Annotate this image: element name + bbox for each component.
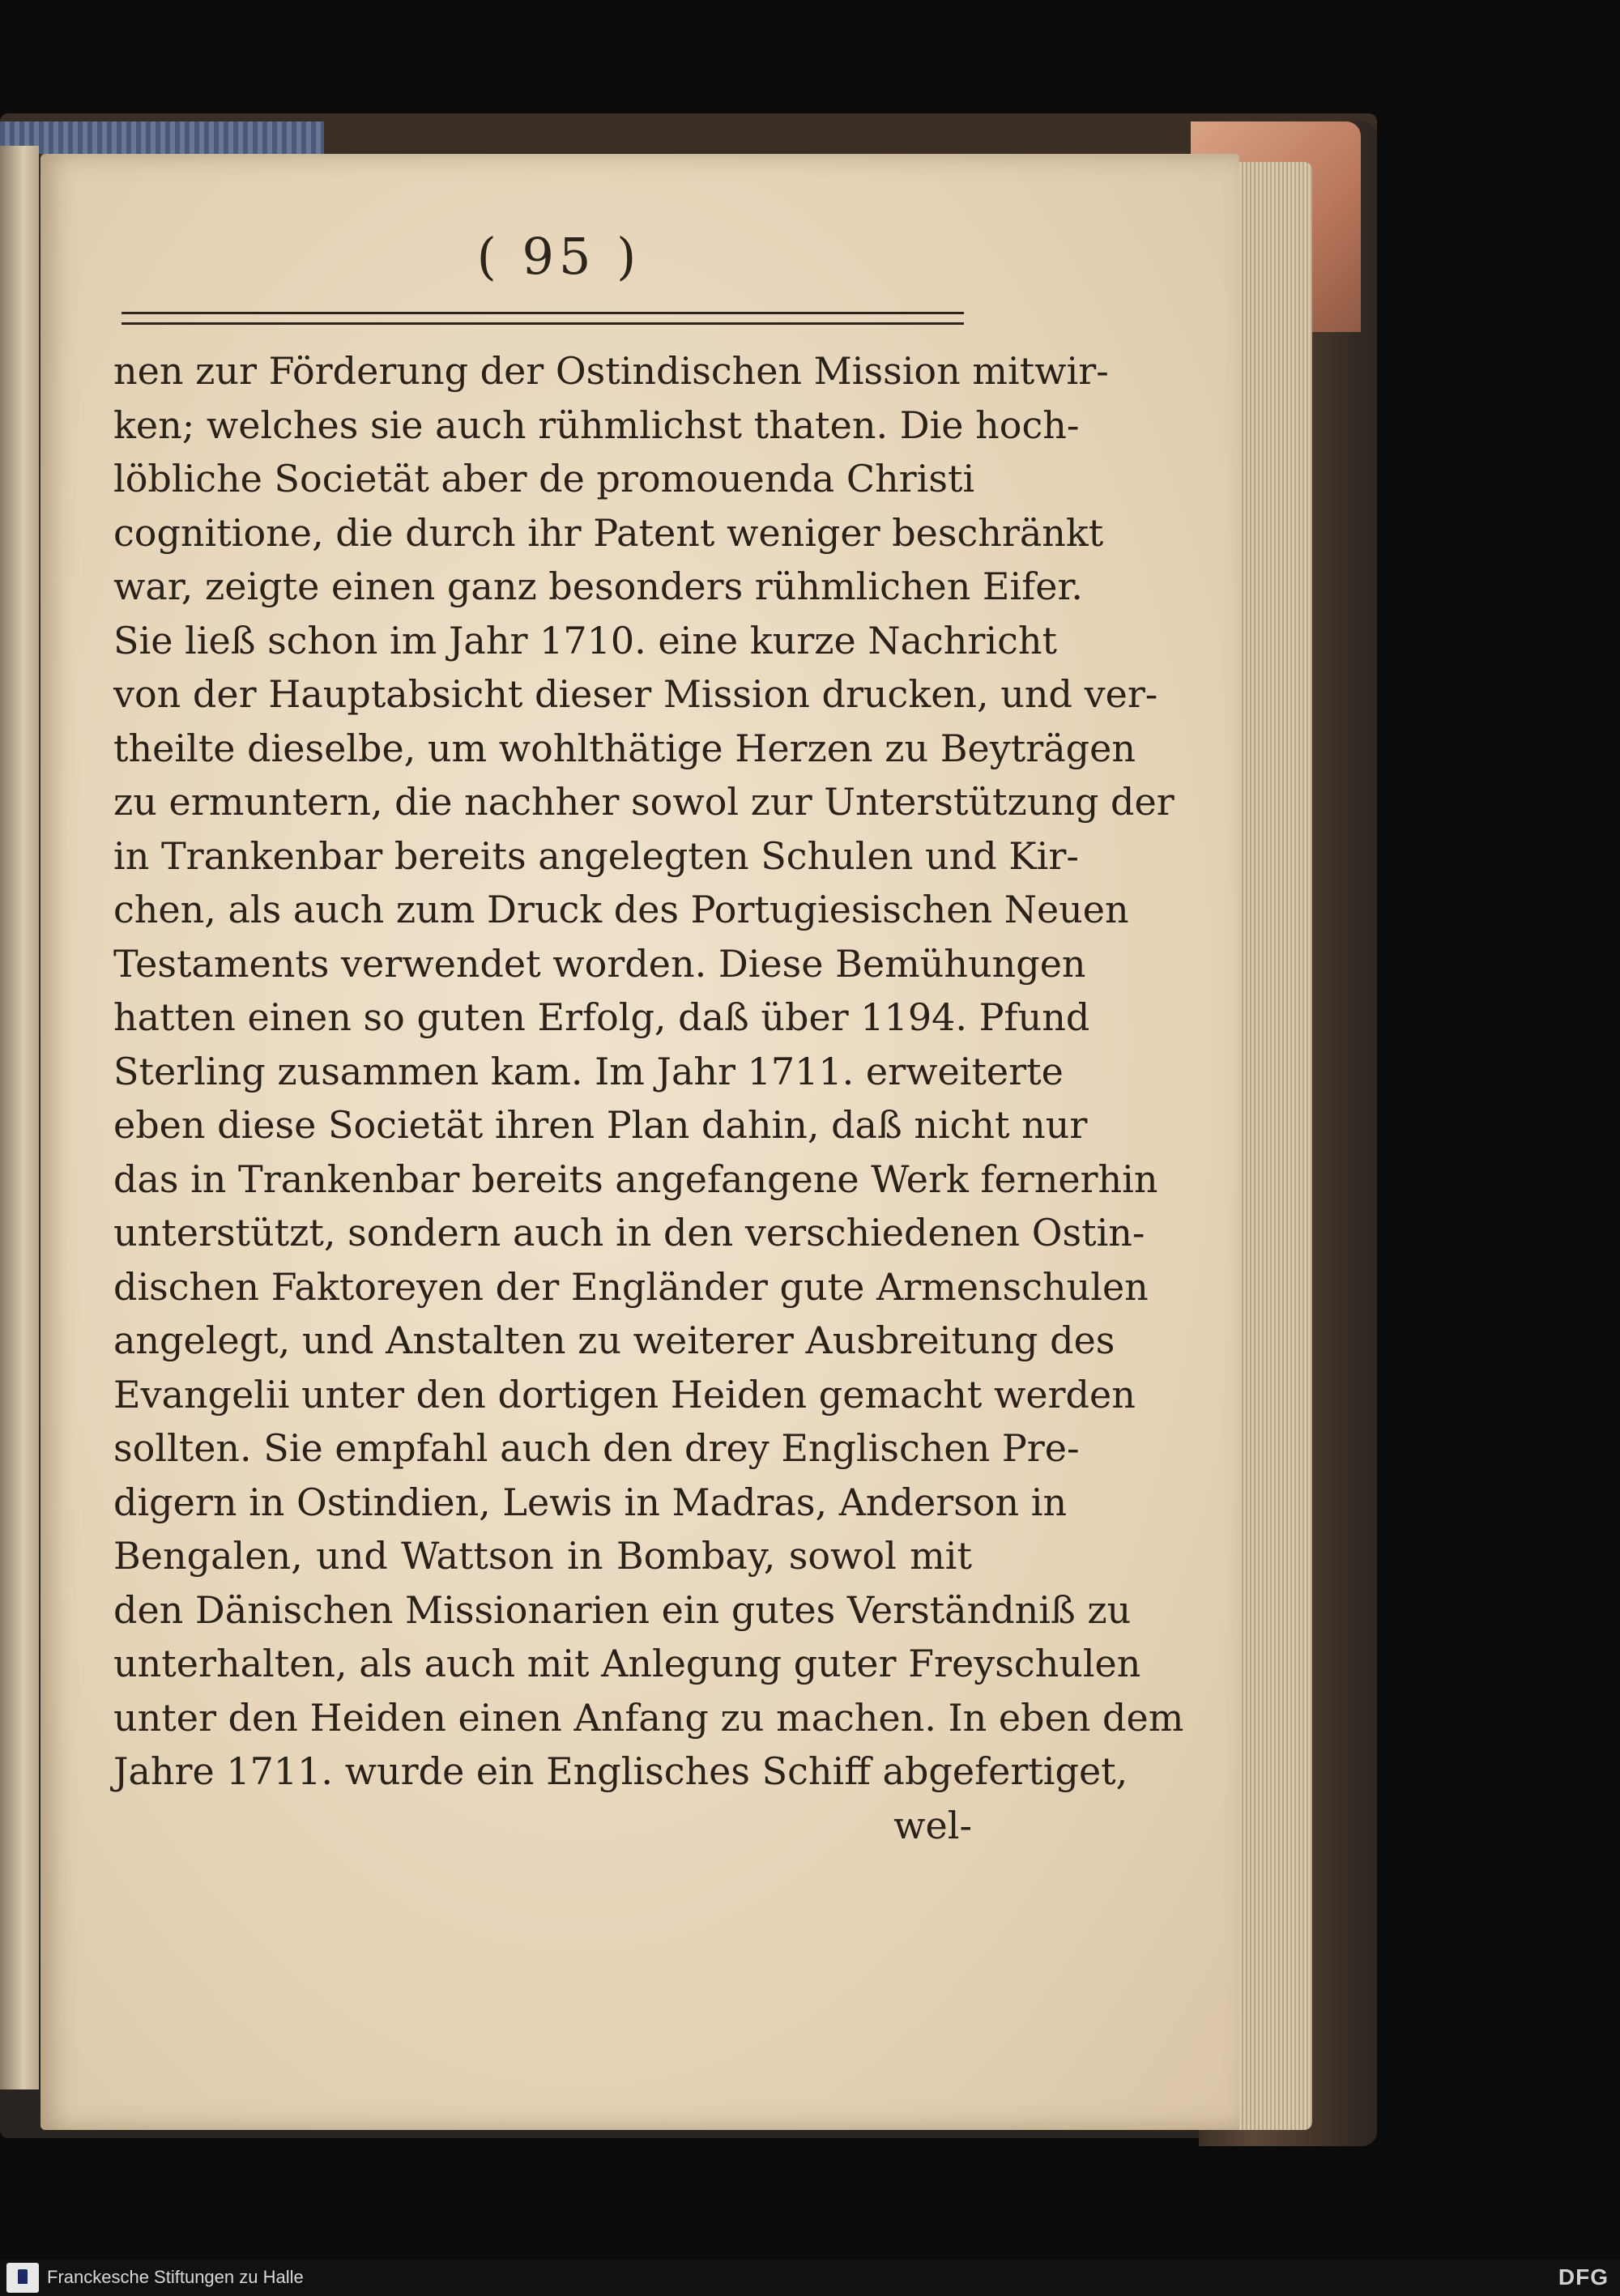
page-number-header: ( 95 ) [476, 227, 642, 286]
text-line: Evangelii unter den dortigen Heiden gemacht werden [113, 1372, 1136, 1416]
text-line: chen, als auch zum Druck des Portugiesischen Neuen [113, 888, 1129, 931]
institution-name: Franckesche Stiftungen zu Halle [47, 2267, 304, 2287]
text-line: Jahre 1711. wurde ein Englisches Schiff abgefertiget, [113, 1749, 1128, 1793]
text-line: hatten einen so guten Erfolg, daß über 1194. Pfund [113, 995, 1090, 1039]
dfg-logo: DFG [1558, 2264, 1609, 2290]
text-line: Sterling zusammen kam. Im Jahr 1711. erweiterte [113, 1049, 1064, 1093]
text-line: nen zur Förderung der Ostindischen Mission mitwir- [113, 349, 1109, 393]
text-line: unterhalten, als auch mit Anlegung guter Freyschulen [113, 1642, 1141, 1685]
header-rule [122, 312, 964, 325]
text-line: unter den Heiden einen Anfang zu machen. In eben dem [113, 1695, 1184, 1740]
text-line: zu ermuntern, die nachher sowol zur Unterstützung der [113, 780, 1174, 824]
text-line: in Trankenbar bereits angelegten Schulen und Kir- [113, 833, 1079, 878]
text-line: digern in Ostindien, Lewis in Madras, Anderson in [113, 1480, 1068, 1524]
text-line: löbliche Societät aber de promouenda Christi [113, 457, 975, 501]
text-line: sollten. Sie empfahl auch den drey Englischen Pre- [113, 1426, 1080, 1470]
text-line: unterstützt, sondern auch in den verschiedenen Ostin- [113, 1211, 1145, 1254]
text-line: angelegt, und Anstalten zu weiterer Ausbreitung des [113, 1318, 1115, 1362]
text-line: Bengalen, und Wattson in Bombay, sowol mit [113, 1534, 972, 1578]
text-line: eben diese Societät ihren Plan dahin, daß nicht nur [113, 1103, 1088, 1147]
text-line: Sie ließ schon im Jahr 1710. eine kurze Nachricht [113, 618, 1057, 662]
text-line: von der Hauptabsicht dieser Mission drucken, und ver- [113, 672, 1158, 716]
catchword: wel- [893, 1803, 972, 1847]
institution-logo-icon [6, 2263, 39, 2293]
text-line: den Dänischen Missionarien ein gutes Verständniß zu [113, 1587, 1132, 1632]
text-line: theilte dieselbe, um wohlthätige Herzen zu Beyträgen [113, 726, 1136, 770]
text-line: das in Trankenbar bereits angefangene Werk fernerhin [113, 1157, 1158, 1201]
text-line: war, zeigte einen ganz besonders rühmlichen Eifer. [113, 564, 1084, 608]
text-line: Testaments verwendet worden. Diese Bemühungen [113, 941, 1086, 986]
text-line: dischen Faktoreyen der Engländer gute Armenschulen [113, 1264, 1149, 1309]
book-cover-edge [0, 121, 324, 154]
left-page-edge [0, 146, 39, 2089]
text-line: cognitione, die durch ihr Patent weniger beschränkt [113, 510, 1104, 555]
body-text [113, 344, 1184, 1852]
viewer-footer [0, 2260, 1620, 2296]
text-line: ken; welches sie auch rühmlichst thaten. Die hoch- [113, 403, 1080, 447]
